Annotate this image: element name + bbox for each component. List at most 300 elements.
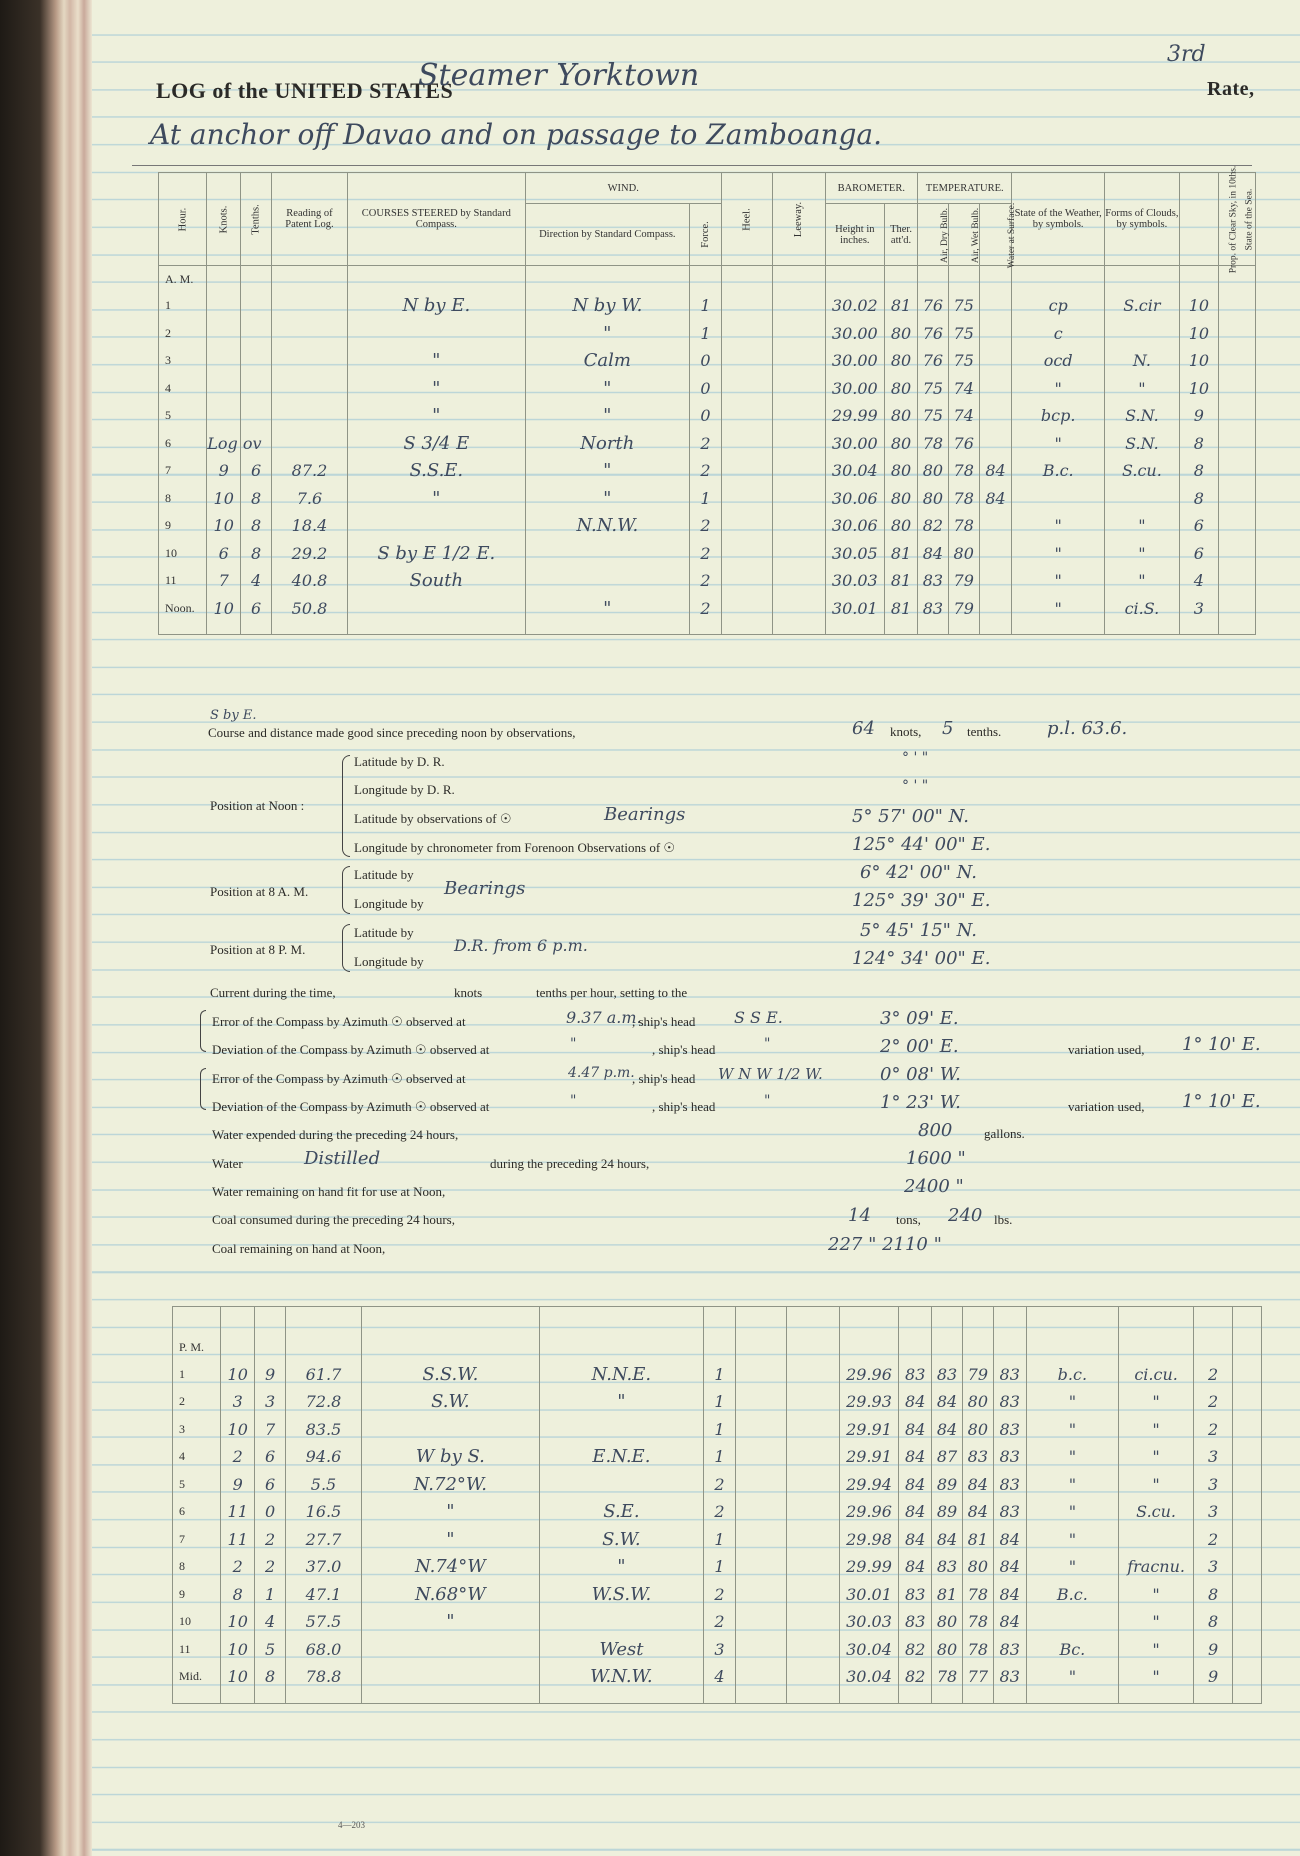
- pm-clouds: ": [1119, 1608, 1194, 1636]
- lat-obs-value: 5° 57' 00" N.: [852, 806, 969, 827]
- pm-ther-attd: 84: [899, 1416, 932, 1444]
- col-force: Force.: [699, 221, 711, 248]
- pm-patent-log: 16.5: [285, 1498, 361, 1526]
- pm-patent-log: 83.5: [285, 1416, 361, 1444]
- pm-heel: [735, 1608, 786, 1636]
- pm-wet-bulb: 79: [962, 1361, 993, 1389]
- am-dry-bulb: 76: [917, 320, 948, 348]
- col-water-surface: Water at Surface.: [1006, 202, 1017, 268]
- pm-weather: ": [1026, 1553, 1118, 1581]
- pm-clouds: ": [1119, 1416, 1194, 1444]
- pm-sea-state: [1233, 1498, 1262, 1526]
- am-row-3: [159, 347, 1256, 375]
- am-course: [347, 512, 525, 540]
- am-weather: ocd: [1012, 347, 1104, 375]
- pm-hour: 4: [173, 1443, 221, 1471]
- am-clear-sky: 9: [1179, 402, 1218, 430]
- pm-row-12: [173, 1663, 1262, 1691]
- am-tenths: 8: [241, 485, 272, 513]
- pm-baro-height: 29.96: [839, 1498, 899, 1526]
- pm-patent-log: 72.8: [285, 1388, 361, 1416]
- pm-tenths: 6: [255, 1443, 286, 1471]
- pm-tenths: 2: [255, 1553, 286, 1581]
- am-heel: [721, 567, 772, 595]
- err2-ships-head: , ship's head: [632, 1071, 696, 1086]
- pm-patent-log: 57.5: [285, 1608, 361, 1636]
- am-patent-log: 87.2: [271, 457, 347, 485]
- am-row-9: [159, 512, 1256, 540]
- am-weather: ": [1012, 430, 1104, 458]
- pm-hour: Mid.: [173, 1663, 221, 1691]
- am-wind-direction: ": [525, 375, 689, 403]
- pm-clouds: ": [1119, 1636, 1194, 1664]
- water-label: Water: [212, 1156, 243, 1171]
- pm-hour: 11: [173, 1636, 221, 1664]
- am-tenths: 6: [241, 457, 272, 485]
- col-clouds: Forms of Clouds, by symbols.: [1104, 173, 1179, 266]
- pm-clear-sky: 2: [1194, 1526, 1233, 1554]
- col-leeway: Leeway.: [793, 201, 805, 237]
- am-weather: bcp.: [1012, 402, 1104, 430]
- pm-wind-direction: S.E.: [539, 1498, 703, 1526]
- pm-force: 1: [704, 1388, 736, 1416]
- pos-8pm-label: Position at 8 P. M.: [210, 942, 306, 957]
- pm-hour: 6: [173, 1498, 221, 1526]
- pm-leeway: [787, 1471, 839, 1499]
- lon-chron-value: 125° 44' 00" E.: [852, 834, 991, 855]
- am-patent-log: 50.8: [271, 595, 347, 623]
- pm-hour: 1: [173, 1361, 221, 1389]
- pm-heel: [735, 1553, 786, 1581]
- pos-8pm-note: D.R. from 6 p.m.: [454, 936, 588, 955]
- pm-wet-bulb: 78: [962, 1608, 993, 1636]
- pm-sea-state: [1233, 1581, 1262, 1609]
- am-wind-direction: North: [525, 430, 689, 458]
- am-water-temp: [979, 375, 1012, 403]
- pos-8pm-lat: 5° 45' 15" N.: [860, 920, 977, 941]
- pm-knots: 8: [221, 1581, 255, 1609]
- am-tenths: 6: [241, 595, 272, 623]
- coal-consumed-label: Coal consumed during the preceding 24 hours,: [212, 1212, 455, 1227]
- pm-heel: [735, 1443, 786, 1471]
- pm-weather: ": [1026, 1443, 1118, 1471]
- am-hour: 5: [159, 402, 207, 430]
- pm-heel: [735, 1471, 786, 1499]
- pm-row-11: [173, 1636, 1262, 1664]
- am-course: S 3/4 E: [347, 430, 525, 458]
- coal-lbs-value: 240: [948, 1205, 983, 1226]
- pm-water-temp: 83: [993, 1498, 1026, 1526]
- am-clouds: [1104, 320, 1179, 348]
- pm-wind-direction: [539, 1471, 703, 1499]
- pm-heel: [735, 1581, 786, 1609]
- am-force: 2: [689, 457, 721, 485]
- pm-water-temp: 84: [993, 1526, 1026, 1554]
- pm-dry-bulb: 89: [932, 1471, 963, 1499]
- pm-ther-attd: 83: [899, 1361, 932, 1389]
- am-hour: 7: [159, 457, 207, 485]
- am-wet-bulb: 75: [948, 320, 979, 348]
- brace-8am: [342, 866, 350, 914]
- header-rule: [132, 165, 1252, 166]
- pm-row-5: [173, 1471, 1262, 1499]
- am-leeway: [773, 512, 825, 540]
- am-sea-state: [1218, 320, 1255, 348]
- am-dry-bulb: 84: [917, 540, 948, 568]
- pm-wind-direction: West: [539, 1636, 703, 1664]
- pm-heel: [735, 1388, 786, 1416]
- pm-dry-bulb: 84: [932, 1388, 963, 1416]
- pm-sea-state: [1233, 1388, 1262, 1416]
- am-leeway: [773, 567, 825, 595]
- course-label: Course and distance made good since preceding noon by observations,: [208, 725, 576, 740]
- pm-row-3: [173, 1416, 1262, 1444]
- pm-wind-direction: S.W.: [539, 1526, 703, 1554]
- am-ther-attd: 80: [885, 457, 918, 485]
- pm-weather: ": [1026, 1416, 1118, 1444]
- pm-dry-bulb: 84: [932, 1526, 963, 1554]
- water-remaining-value: 2400 ": [904, 1176, 964, 1197]
- pm-weather: ": [1026, 1388, 1118, 1416]
- col-clear-sky: Prop. of Clear Sky, in 10ths.: [1228, 165, 1239, 274]
- pm-wet-bulb: 80: [962, 1553, 993, 1581]
- am-clear-sky: 8: [1179, 457, 1218, 485]
- col-sea: State of the Sea.: [1244, 188, 1255, 251]
- pm-weather: ": [1026, 1498, 1118, 1526]
- am-leeway: [773, 457, 825, 485]
- pm-row-9: [173, 1581, 1262, 1609]
- pm-knots: 10: [221, 1608, 255, 1636]
- pm-wind-direction: N.N.E.: [539, 1361, 703, 1389]
- am-wet-bulb: 79: [948, 567, 979, 595]
- am-tenths: [241, 402, 272, 430]
- am-clouds: ci.S.: [1104, 595, 1179, 623]
- am-water-temp: [979, 567, 1012, 595]
- lbs-label: lbs.: [994, 1212, 1013, 1227]
- pm-heel: [735, 1636, 786, 1664]
- am-baro-height: 30.00: [825, 430, 885, 458]
- am-clouds: ": [1104, 375, 1179, 403]
- knots-value: 64: [852, 718, 875, 739]
- am-patent-log: 40.8: [271, 567, 347, 595]
- tenths-value: 5: [942, 718, 954, 739]
- dev2-value: 1° 23' W.: [880, 1092, 961, 1113]
- am-hour: 11: [159, 567, 207, 595]
- am-water-temp: [979, 540, 1012, 568]
- dev2-label: Deviation of the Compass by Azimuth ☉ observed at: [212, 1099, 490, 1114]
- pm-clear-sky: 2: [1194, 1388, 1233, 1416]
- pm-wind-direction: [539, 1608, 703, 1636]
- am-knots: 10: [207, 595, 241, 623]
- col-courses: COURSES STEERED by Standard Compass.: [347, 173, 525, 266]
- pm-clear-sky: 8: [1194, 1581, 1233, 1609]
- am-wind-direction: [525, 540, 689, 568]
- pm-course: N.72°W.: [362, 1471, 540, 1499]
- am-patent-log: 7.6: [271, 485, 347, 513]
- am-sea-state: [1218, 485, 1255, 513]
- water-expended-label: Water expended during the preceding 24 hours,: [212, 1127, 459, 1142]
- pm-course: ": [362, 1526, 540, 1554]
- am-tenths: 8: [241, 512, 272, 540]
- am-hour: 10: [159, 540, 207, 568]
- pm-force: 1: [704, 1443, 736, 1471]
- pm-ther-attd: 84: [899, 1553, 932, 1581]
- err1-head: S S E.: [734, 1008, 783, 1027]
- pm-force: 2: [704, 1581, 736, 1609]
- pm-clouds: ": [1119, 1388, 1194, 1416]
- gallons-label: gallons.: [984, 1126, 1025, 1141]
- pm-row-10: [173, 1608, 1262, 1636]
- pm-baro-height: 29.91: [839, 1416, 899, 1444]
- am-course: [347, 595, 525, 623]
- pm-clear-sky: 3: [1194, 1498, 1233, 1526]
- am-dry-bulb: 76: [917, 347, 948, 375]
- pm-tenths: 4: [255, 1608, 286, 1636]
- am-wind-direction: ": [525, 402, 689, 430]
- am-patent-log: 18.4: [271, 512, 347, 540]
- pm-clouds: ": [1119, 1581, 1194, 1609]
- am-water-temp: [979, 292, 1012, 320]
- lat-dr-label: Latitude by D. R.: [354, 754, 445, 769]
- pm-label: P. M.: [173, 1335, 221, 1361]
- pm-sea-state: [1233, 1416, 1262, 1444]
- pm-leeway: [787, 1581, 839, 1609]
- am-ther-attd: 81: [885, 595, 918, 623]
- am-knots: 6: [207, 540, 241, 568]
- am-sea-state: [1218, 402, 1255, 430]
- pm-clear-sky: 3: [1194, 1443, 1233, 1471]
- am-hour: 8: [159, 485, 207, 513]
- pm-leeway: [787, 1663, 839, 1691]
- pm-baro-height: 29.99: [839, 1553, 899, 1581]
- am-hour: 4: [159, 375, 207, 403]
- pm-hour: 7: [173, 1526, 221, 1554]
- pm-heel: [735, 1498, 786, 1526]
- am-heel: [721, 430, 772, 458]
- err2-time: 4.47 p.m.: [568, 1065, 635, 1081]
- col-wet-bulb: Air, Wet Bulb.: [970, 207, 981, 263]
- pm-patent-log: 5.5: [285, 1471, 361, 1499]
- lat-dr-value: ° ' ": [902, 750, 929, 766]
- am-ther-attd: 80: [885, 347, 918, 375]
- var1-value: 1° 10' E.: [1182, 1034, 1261, 1055]
- am-heel: [721, 375, 772, 403]
- am-force: 1: [689, 292, 721, 320]
- pm-wet-bulb: 77: [962, 1663, 993, 1691]
- am-wet-bulb: 79: [948, 595, 979, 623]
- am-clear-sky: 8: [1179, 485, 1218, 513]
- pm-course: [362, 1663, 540, 1691]
- pm-knots: 10: [221, 1361, 255, 1389]
- am-weather: ": [1012, 540, 1104, 568]
- pm-force: 2: [704, 1471, 736, 1499]
- pm-wet-bulb: 80: [962, 1388, 993, 1416]
- am-heel: [721, 540, 772, 568]
- pm-force: 2: [704, 1608, 736, 1636]
- am-hour: 2: [159, 320, 207, 348]
- am-row-7: [159, 457, 1256, 485]
- col-barometer: BAROMETER.: [825, 173, 917, 204]
- am-baro-height: 30.00: [825, 375, 885, 403]
- pm-tenths: 3: [255, 1388, 286, 1416]
- pm-baro-height: 29.93: [839, 1388, 899, 1416]
- pm-dry-bulb: 78: [932, 1663, 963, 1691]
- am-row-5: [159, 402, 1256, 430]
- pm-ther-attd: 83: [899, 1608, 932, 1636]
- water-expended-value: 800: [918, 1120, 953, 1141]
- err1-label: Error of the Compass by Azimuth ☉ observed at: [212, 1014, 466, 1029]
- pm-leeway: [787, 1388, 839, 1416]
- pm-clouds: fracnu.: [1119, 1553, 1194, 1581]
- pm-water-temp: 83: [993, 1443, 1026, 1471]
- am-water-temp: [979, 430, 1012, 458]
- am-knots: [207, 402, 241, 430]
- am-force: 0: [689, 347, 721, 375]
- vessel-name: Steamer Yorktown: [418, 58, 700, 93]
- pm-leeway: [787, 1443, 839, 1471]
- am-dry-bulb: 83: [917, 567, 948, 595]
- pm-patent-log: 78.8: [285, 1663, 361, 1691]
- am-clouds: S.cir: [1104, 292, 1179, 320]
- am-wet-bulb: 80: [948, 540, 979, 568]
- am-ther-attd: 80: [885, 512, 918, 540]
- am-force: 1: [689, 485, 721, 513]
- pm-ther-attd: 83: [899, 1581, 932, 1609]
- am-patent-log: [271, 375, 347, 403]
- pm-baro-height: 29.96: [839, 1361, 899, 1389]
- pm-weather: B.c.: [1026, 1581, 1118, 1609]
- am-weather: ": [1012, 512, 1104, 540]
- am-course: South: [347, 567, 525, 595]
- am-knots: [207, 347, 241, 375]
- am-clouds: S.cu.: [1104, 457, 1179, 485]
- pm-water-temp: 83: [993, 1663, 1026, 1691]
- am-force: 2: [689, 540, 721, 568]
- pm-hour: 3: [173, 1416, 221, 1444]
- am-patent-log: [271, 402, 347, 430]
- am-row-12: [159, 595, 1256, 623]
- am-clear-sky: 3: [1179, 595, 1218, 623]
- pm-hour: 8: [173, 1553, 221, 1581]
- am-clear-sky: 10: [1179, 347, 1218, 375]
- am-weather: ": [1012, 567, 1104, 595]
- am-clouds: N.: [1104, 347, 1179, 375]
- pm-dry-bulb: 84: [932, 1416, 963, 1444]
- pm-knots: 9: [221, 1471, 255, 1499]
- am-leeway: [773, 320, 825, 348]
- pm-patent-log: 61.7: [285, 1361, 361, 1389]
- am-wind-direction: N.N.W.: [525, 512, 689, 540]
- am-wet-bulb: 74: [948, 375, 979, 403]
- pm-wind-direction: ": [539, 1553, 703, 1581]
- pm-course: S.S.W.: [362, 1361, 540, 1389]
- pm-wet-bulb: 81: [962, 1526, 993, 1554]
- pm-water-temp: 83: [993, 1471, 1026, 1499]
- brace-8pm: [342, 924, 350, 972]
- pm-patent-log: 94.6: [285, 1443, 361, 1471]
- lat-obs-note: Bearings: [604, 804, 686, 825]
- pm-baro-height: 30.04: [839, 1636, 899, 1664]
- am-course: S by E 1/2 E.: [347, 540, 525, 568]
- am-baro-height: 30.00: [825, 320, 885, 348]
- am-water-temp: [979, 595, 1012, 623]
- am-wind-direction: Calm: [525, 347, 689, 375]
- course-note: S by E.: [210, 708, 257, 723]
- am-dry-bulb: 80: [917, 485, 948, 513]
- am-force: 2: [689, 430, 721, 458]
- var2-label: variation used,: [1068, 1099, 1145, 1114]
- am-knots: [207, 320, 241, 348]
- pm-clouds: ": [1119, 1443, 1194, 1471]
- am-leeway: [773, 430, 825, 458]
- pm-tenths: 8: [255, 1663, 286, 1691]
- pm-clouds: [1119, 1526, 1194, 1554]
- rate-number: 3rd: [1167, 42, 1206, 67]
- pm-water-temp: 84: [993, 1553, 1026, 1581]
- pm-leeway: [787, 1416, 839, 1444]
- pm-wind-direction: W.N.W.: [539, 1663, 703, 1691]
- am-leeway: [773, 595, 825, 623]
- am-clear-sky: 10: [1179, 375, 1218, 403]
- am-clear-sky: 4: [1179, 567, 1218, 595]
- water-distilled-label: during the preceding 24 hours,: [490, 1156, 650, 1171]
- am-clear-sky: 8: [1179, 430, 1218, 458]
- pm-hour: 9: [173, 1581, 221, 1609]
- dev1-label: Deviation of the Compass by Azimuth ☉ observed at: [212, 1042, 490, 1057]
- pm-baro-height: 30.01: [839, 1581, 899, 1609]
- pm-course: [362, 1416, 540, 1444]
- am-tenths: [241, 347, 272, 375]
- pm-log-table: [172, 1306, 1262, 1704]
- pos-8am-lat-label: Latitude by: [354, 867, 414, 882]
- pm-tenths: 2: [255, 1526, 286, 1554]
- am-clear-sky: 10: [1179, 292, 1218, 320]
- pm-clear-sky: 3: [1194, 1553, 1233, 1581]
- lon-dr-label: Longitude by D. R.: [354, 782, 455, 797]
- pm-weather: [1026, 1608, 1118, 1636]
- am-heel: [721, 292, 772, 320]
- am-knots: Log ov: [207, 430, 241, 458]
- pm-tenths: 5: [255, 1636, 286, 1664]
- pm-baro-height: 29.94: [839, 1471, 899, 1499]
- dev2-head: ": [764, 1093, 771, 1109]
- col-weather: State of the Weather, by symbols.: [1012, 173, 1104, 266]
- subtitle: At anchor off Davao and on passage to Zamboanga.: [150, 118, 882, 151]
- am-ther-attd: 81: [885, 540, 918, 568]
- pm-knots: 10: [221, 1663, 255, 1691]
- am-wind-direction: [525, 567, 689, 595]
- pos-8am-label: Position at 8 A. M.: [210, 884, 309, 899]
- am-leeway: [773, 402, 825, 430]
- am-water-temp: [979, 402, 1012, 430]
- am-clouds: S.N.: [1104, 402, 1179, 430]
- log-page: [92, 0, 1300, 1856]
- dev2-time: ": [570, 1093, 577, 1109]
- tenths-label: tenths.: [967, 724, 1002, 739]
- am-weather: cp: [1012, 292, 1104, 320]
- col-ther: Ther. att'd.: [885, 204, 918, 266]
- am-ther-attd: 80: [885, 375, 918, 403]
- pm-clear-sky: 9: [1194, 1636, 1233, 1664]
- am-course: S.S.E.: [347, 457, 525, 485]
- pm-weather: ": [1026, 1471, 1118, 1499]
- pm-wet-bulb: 84: [962, 1471, 993, 1499]
- brace-err2: [200, 1068, 206, 1110]
- pl-note: p.l. 63.6.: [1047, 718, 1128, 739]
- am-dry-bulb: 82: [917, 512, 948, 540]
- am-water-temp: 84: [979, 485, 1012, 513]
- am-patent-log: [271, 347, 347, 375]
